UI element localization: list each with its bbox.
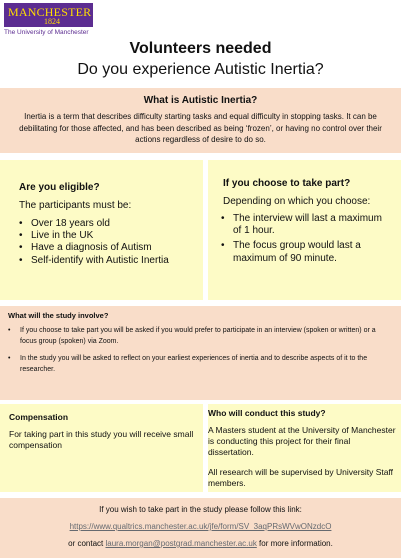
who-heading: Who will conduct this study? bbox=[208, 408, 326, 418]
who-conducts-section bbox=[208, 404, 401, 492]
list-item: • If you choose to take part you will be asked if you would prefer to participate in an interview (spoken or written) or a focus group (spoken) via Zoom. bbox=[8, 326, 392, 347]
compensation-section bbox=[0, 404, 203, 492]
footer-intro: If you wish to take part in the study please follow this link: bbox=[99, 505, 302, 514]
take-part-heading: If you choose to take part? bbox=[223, 178, 351, 189]
who-text: A Masters student at the University of Manchester is conducting this project for their final dissertation. bbox=[208, 425, 396, 457]
who-supervision-text: All research will be supervised by University Staff members. bbox=[208, 467, 394, 488]
survey-link[interactable]: https://www.qualtrics.manchester.ac.uk/jfe/form/SV_3aqPRsWVwONzdcO bbox=[69, 522, 332, 531]
contact-prefix: or contact bbox=[68, 539, 106, 548]
logo-year: 1824 bbox=[44, 17, 60, 26]
eligibility-list bbox=[19, 218, 169, 267]
university-logo bbox=[4, 3, 93, 27]
list-item: • In the study you will be asked to reflect on your earliest experiences of inertia and to describe aspects of it to the researcher. bbox=[8, 354, 392, 375]
what-text: Inertia is a term that describes difficulty starting tasks and equal difficulty in stopping tasks. It can be debilitating for those affected, and has been described as being ‘frozen’, or having no control over their actions regardless of desire to do so. bbox=[19, 112, 382, 144]
study-list bbox=[8, 326, 392, 382]
contact-footer bbox=[0, 498, 401, 558]
contact-suffix: for more information. bbox=[256, 539, 333, 548]
what-heading: What is Autistic Inertia? bbox=[143, 95, 258, 106]
list-item: • Live in the UK bbox=[19, 230, 169, 242]
footer-contact-line bbox=[0, 539, 401, 548]
compensation-heading: Compensation bbox=[9, 412, 69, 422]
compensation-text: For taking part in this study you will receive small compensation bbox=[9, 429, 194, 450]
what-is-inertia-section bbox=[0, 88, 401, 153]
study-heading: What will the study involve? bbox=[8, 311, 109, 320]
take-part-section bbox=[208, 160, 401, 300]
page-subtitle: Do you experience Autistic Inertia? bbox=[77, 61, 324, 78]
footer-link-line bbox=[0, 522, 401, 531]
eligibility-section bbox=[0, 160, 203, 300]
list-item: • The interview will last a maximum of 1 hour. bbox=[221, 213, 391, 237]
list-item: • Self-identify with Autistic Inertia bbox=[19, 255, 169, 267]
contact-email-link[interactable]: laura.morgan@postgrad.manchester.ac.uk bbox=[105, 539, 257, 548]
page-title: Volunteers needed bbox=[129, 40, 272, 57]
take-part-intro: Depending on which you choose: bbox=[223, 196, 371, 207]
take-part-list bbox=[221, 213, 391, 268]
study-involve-section bbox=[0, 306, 401, 400]
eligibility-heading: Are you eligible? bbox=[19, 182, 100, 193]
list-item: • The focus group would last a maximum of 90 minute. bbox=[221, 240, 391, 264]
list-item: • Over 18 years old bbox=[19, 218, 169, 230]
eligibility-intro: The participants must be: bbox=[19, 200, 132, 211]
logo-brand: MANCHESTER bbox=[8, 5, 92, 19]
university-name: The University of Manchester bbox=[4, 29, 89, 36]
list-item: • Have a diagnosis of Autism bbox=[19, 242, 169, 254]
